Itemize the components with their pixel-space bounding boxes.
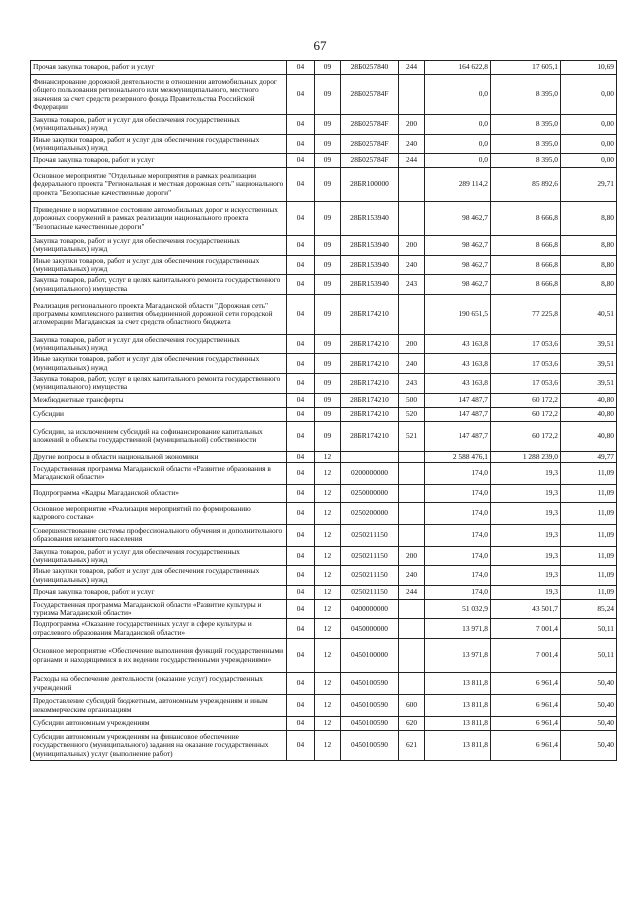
row-target-article-cell: 28БR174210 <box>341 407 399 421</box>
row-percent-cell: 29,71 <box>561 168 617 202</box>
row-expense-type-cell: 240 <box>399 566 425 586</box>
row-target-article-cell: 0450100590 <box>341 695 399 717</box>
row-subsection-cell: 09 <box>315 334 341 354</box>
row-section-cell: 04 <box>287 61 315 75</box>
table-row <box>31 168 617 202</box>
row-name-cell: Государственная программа Магаданской области «Развитие культуры и туризма Магаданской области» <box>31 599 287 619</box>
row-planned-cell: 174,0 <box>425 484 491 502</box>
row-percent-cell: 40,80 <box>561 407 617 421</box>
row-expense-type-cell <box>399 673 425 695</box>
row-executed-cell: 60 172,2 <box>491 421 561 451</box>
row-planned-cell: 190 651,5 <box>425 294 491 334</box>
row-executed-cell: 7 001,4 <box>491 619 561 639</box>
row-subsection-cell: 12 <box>315 484 341 502</box>
row-name-cell: Основное мероприятие "Отдельные мероприятия в рамках реализации федерального проекта "Региональная и местная дорожная сеть" национального проекта "Безопасные качественные дороги" <box>31 168 287 202</box>
row-target-article-cell: 0450100590 <box>341 731 399 761</box>
row-section-cell: 04 <box>287 421 315 451</box>
row-expense-type-cell <box>399 524 425 546</box>
row-name-cell: Расходы на обеспечение деятельности (оказание услуг) государственных учреждений <box>31 673 287 695</box>
row-name-cell: Субсидии <box>31 407 287 421</box>
row-executed-cell: 8 395,0 <box>491 134 561 154</box>
row-expense-type-cell: 500 <box>399 393 425 407</box>
row-name-cell: Предоставление субсидий бюджетным, автономным учреждениям и иным некоммерческим организациям <box>31 695 287 717</box>
row-section-cell: 04 <box>287 354 315 374</box>
row-percent-cell: 50,40 <box>561 673 617 695</box>
row-planned-cell: 147 487,7 <box>425 407 491 421</box>
table-row <box>31 566 617 586</box>
row-target-article-cell: 28Б0257840 <box>341 61 399 75</box>
row-target-article-cell: 0250211150 <box>341 566 399 586</box>
row-percent-cell: 40,80 <box>561 393 617 407</box>
row-expense-type-cell: 200 <box>399 115 425 135</box>
row-name-cell: Прочая закупка товаров, работ и услуг <box>31 61 287 75</box>
row-percent-cell: 11,09 <box>561 484 617 502</box>
row-percent-cell: 39,51 <box>561 373 617 393</box>
table-row <box>31 731 617 761</box>
row-executed-cell: 19,3 <box>491 484 561 502</box>
table-row <box>31 275 617 295</box>
row-executed-cell: 60 172,2 <box>491 393 561 407</box>
row-name-cell: Закупка товаров, работ, услуг в целях капитального ремонта государственного (муниципального) имущества <box>31 373 287 393</box>
row-executed-cell: 19,3 <box>491 546 561 566</box>
row-target-article-cell: 28БR153940 <box>341 255 399 275</box>
row-target-article-cell: 0250211150 <box>341 585 399 599</box>
row-expense-type-cell <box>399 502 425 524</box>
row-percent-cell: 50,11 <box>561 619 617 639</box>
row-expense-type-cell <box>399 484 425 502</box>
row-name-cell: Другие вопросы в области национальной экономики <box>31 451 287 462</box>
row-target-article-cell: 28БR174210 <box>341 354 399 374</box>
row-planned-cell: 98 462,7 <box>425 236 491 256</box>
table-row <box>31 354 617 374</box>
row-subsection-cell: 12 <box>315 717 341 731</box>
row-section-cell: 04 <box>287 502 315 524</box>
row-planned-cell: 289 114,2 <box>425 168 491 202</box>
row-target-article-cell: 28БR174210 <box>341 334 399 354</box>
row-expense-type-cell <box>399 168 425 202</box>
row-name-cell: Закупка товаров, работ, услуг в целях капитального ремонта государственного (муниципального) имущества <box>31 275 287 295</box>
row-name-cell: Совершенствование системы профессионального обучения и дополнительного образования незанятого населения <box>31 524 287 546</box>
row-planned-cell: 174,0 <box>425 462 491 484</box>
row-percent-cell: 8,80 <box>561 202 617 236</box>
row-planned-cell: 43 163,8 <box>425 373 491 393</box>
row-executed-cell: 6 961,4 <box>491 673 561 695</box>
row-target-article-cell: 0450000000 <box>341 619 399 639</box>
table-row <box>31 154 617 168</box>
row-expense-type-cell <box>399 75 425 115</box>
row-section-cell: 04 <box>287 393 315 407</box>
row-target-article-cell: 0450100590 <box>341 717 399 731</box>
row-subsection-cell: 12 <box>315 502 341 524</box>
row-name-cell: Подпрограмма «Кадры Магаданской области» <box>31 484 287 502</box>
row-percent-cell: 11,09 <box>561 502 617 524</box>
row-executed-cell: 17 053,6 <box>491 334 561 354</box>
row-subsection-cell: 09 <box>315 134 341 154</box>
table-row <box>31 717 617 731</box>
row-planned-cell: 43 163,8 <box>425 354 491 374</box>
row-section-cell: 04 <box>287 373 315 393</box>
row-section-cell: 04 <box>287 236 315 256</box>
row-percent-cell: 8,80 <box>561 255 617 275</box>
row-section-cell: 04 <box>287 619 315 639</box>
row-name-cell: Субсидии автономным учреждениям на финансовое обеспечение государственного (муниципального) задания на оказание государственных (муниципальных) услуг (выполнение работ) <box>31 731 287 761</box>
row-subsection-cell: 09 <box>315 294 341 334</box>
row-percent-cell: 0,00 <box>561 115 617 135</box>
row-name-cell: Субсидии автономным учреждениям <box>31 717 287 731</box>
row-executed-cell: 6 961,4 <box>491 695 561 717</box>
row-name-cell: Основное мероприятие «Обеспечение выполнения функций государственными органами и находящимися в их ведении государственными учреждениями» <box>31 639 287 673</box>
row-section-cell: 04 <box>287 639 315 673</box>
row-subsection-cell: 09 <box>315 407 341 421</box>
row-target-article-cell: 0450100590 <box>341 673 399 695</box>
row-planned-cell: 98 462,7 <box>425 275 491 295</box>
row-expense-type-cell: 240 <box>399 255 425 275</box>
row-percent-cell: 8,80 <box>561 236 617 256</box>
row-section-cell: 04 <box>287 585 315 599</box>
row-section-cell: 04 <box>287 168 315 202</box>
table-row <box>31 393 617 407</box>
row-percent-cell: 0,00 <box>561 154 617 168</box>
row-section-cell: 04 <box>287 695 315 717</box>
row-executed-cell: 19,3 <box>491 524 561 546</box>
row-expense-type-cell <box>399 202 425 236</box>
row-percent-cell: 39,51 <box>561 334 617 354</box>
row-expense-type-cell: 244 <box>399 154 425 168</box>
row-subsection-cell: 12 <box>315 695 341 717</box>
row-name-cell: Приведение в нормативное состояние автомобильных дорог и искусственных дорожных сооружений в рамках реализации национального проекта "Безопасные качественные дороги" <box>31 202 287 236</box>
row-name-cell: Подпрограмма «Оказание государственных услуг в сфере культуры и отраслевого образования Магаданской области» <box>31 619 287 639</box>
row-planned-cell: 98 462,7 <box>425 255 491 275</box>
row-executed-cell: 8 395,0 <box>491 75 561 115</box>
row-percent-cell: 50,40 <box>561 695 617 717</box>
row-subsection-cell: 09 <box>315 421 341 451</box>
row-planned-cell: 174,0 <box>425 585 491 599</box>
row-planned-cell: 174,0 <box>425 502 491 524</box>
row-target-article-cell: 28БR174210 <box>341 373 399 393</box>
row-planned-cell: 164 622,8 <box>425 61 491 75</box>
row-name-cell: Иные закупки товаров, работ и услуг для обеспечения государственных (муниципальных) нужд <box>31 354 287 374</box>
row-planned-cell: 0,0 <box>425 115 491 135</box>
row-executed-cell: 43 501,7 <box>491 599 561 619</box>
row-executed-cell: 6 961,4 <box>491 717 561 731</box>
row-section-cell: 04 <box>287 599 315 619</box>
table-row <box>31 236 617 256</box>
row-expense-type-cell: 240 <box>399 134 425 154</box>
row-target-article-cell: 28Б025784F <box>341 154 399 168</box>
row-expense-type-cell <box>399 294 425 334</box>
row-name-cell: Закупка товаров, работ и услуг для обеспечения государственных (муниципальных) нужд <box>31 546 287 566</box>
row-executed-cell: 6 961,4 <box>491 731 561 761</box>
table-row <box>31 134 617 154</box>
row-section-cell: 04 <box>287 255 315 275</box>
row-subsection-cell: 09 <box>315 75 341 115</box>
row-expense-type-cell: 200 <box>399 334 425 354</box>
row-expense-type-cell: 200 <box>399 236 425 256</box>
row-subsection-cell: 12 <box>315 524 341 546</box>
row-planned-cell: 2 588 476,1 <box>425 451 491 462</box>
table-row <box>31 585 617 599</box>
row-name-cell: Закупка товаров, работ и услуг для обеспечения государственных (муниципальных) нужд <box>31 236 287 256</box>
row-subsection-cell: 12 <box>315 566 341 586</box>
row-planned-cell: 13 971,8 <box>425 639 491 673</box>
row-subsection-cell: 09 <box>315 168 341 202</box>
row-subsection-cell: 09 <box>315 236 341 256</box>
row-percent-cell: 40,51 <box>561 294 617 334</box>
row-subsection-cell: 12 <box>315 546 341 566</box>
row-section-cell: 04 <box>287 546 315 566</box>
row-percent-cell: 11,09 <box>561 585 617 599</box>
row-planned-cell: 98 462,7 <box>425 202 491 236</box>
row-section-cell: 04 <box>287 407 315 421</box>
row-target-article-cell: 0250211150 <box>341 524 399 546</box>
row-executed-cell: 19,3 <box>491 566 561 586</box>
row-section-cell: 04 <box>287 275 315 295</box>
row-percent-cell: 50,40 <box>561 731 617 761</box>
table-row <box>31 695 617 717</box>
row-expense-type-cell: 240 <box>399 354 425 374</box>
row-subsection-cell: 12 <box>315 462 341 484</box>
row-planned-cell: 13 811,8 <box>425 717 491 731</box>
table-row <box>31 484 617 502</box>
table-body <box>31 61 617 761</box>
row-executed-cell: 7 001,4 <box>491 639 561 673</box>
row-expense-type-cell: 600 <box>399 695 425 717</box>
row-subsection-cell: 12 <box>315 731 341 761</box>
row-planned-cell: 174,0 <box>425 546 491 566</box>
row-expense-type-cell: 620 <box>399 717 425 731</box>
table-row <box>31 373 617 393</box>
row-target-article-cell: 0450100000 <box>341 639 399 673</box>
row-planned-cell: 147 487,7 <box>425 393 491 407</box>
row-expense-type-cell: 520 <box>399 407 425 421</box>
row-subsection-cell: 09 <box>315 393 341 407</box>
row-expense-type-cell: 200 <box>399 546 425 566</box>
row-planned-cell: 43 163,8 <box>425 334 491 354</box>
row-subsection-cell: 12 <box>315 619 341 639</box>
table-row <box>31 502 617 524</box>
row-target-article-cell: 0200000000 <box>341 462 399 484</box>
row-subsection-cell: 09 <box>315 61 341 75</box>
row-section-cell: 04 <box>287 154 315 168</box>
row-section-cell: 04 <box>287 294 315 334</box>
row-subsection-cell: 09 <box>315 154 341 168</box>
row-target-article-cell: 0250000000 <box>341 484 399 502</box>
row-executed-cell: 17 053,6 <box>491 354 561 374</box>
row-section-cell: 04 <box>287 524 315 546</box>
table-row <box>31 639 617 673</box>
row-subsection-cell: 12 <box>315 585 341 599</box>
table-row <box>31 61 617 75</box>
row-target-article-cell: 0400000000 <box>341 599 399 619</box>
row-percent-cell: 11,09 <box>561 462 617 484</box>
row-name-cell: Реализация регионального проекта Магаданской области "Дорожная сеть" программы комплексного развития объединенной дорожной сети городской агломерации Магаданская за счет средств областного бюджета <box>31 294 287 334</box>
row-name-cell: Финансирование дорожной деятельности в отношении автомобильных дорог общего пользования регионального или межмуниципального, местного значения за счет средств резервного фонда Правительства Российской Федерации <box>31 75 287 115</box>
table-row <box>31 619 617 639</box>
row-percent-cell: 0,00 <box>561 134 617 154</box>
row-planned-cell: 174,0 <box>425 566 491 586</box>
row-planned-cell: 0,0 <box>425 75 491 115</box>
table-row <box>31 75 617 115</box>
row-name-cell: Основное мероприятие «Реализация мероприятий по формированию кадрового состава» <box>31 502 287 524</box>
row-executed-cell: 8 666,8 <box>491 202 561 236</box>
table-row <box>31 673 617 695</box>
row-planned-cell: 13 811,8 <box>425 695 491 717</box>
row-name-cell: Прочая закупка товаров, работ и услуг <box>31 154 287 168</box>
row-percent-cell: 49,77 <box>561 451 617 462</box>
row-percent-cell: 50,40 <box>561 717 617 731</box>
row-section-cell: 04 <box>287 202 315 236</box>
row-executed-cell: 19,3 <box>491 585 561 599</box>
row-name-cell: Прочая закупка товаров, работ и услуг <box>31 585 287 599</box>
row-subsection-cell: 12 <box>315 639 341 673</box>
row-target-article-cell: 28БR153940 <box>341 202 399 236</box>
row-target-article-cell: 28БR174210 <box>341 393 399 407</box>
table-row <box>31 524 617 546</box>
row-subsection-cell: 12 <box>315 673 341 695</box>
row-subsection-cell: 09 <box>315 373 341 393</box>
row-percent-cell: 8,80 <box>561 275 617 295</box>
row-subsection-cell: 09 <box>315 202 341 236</box>
row-executed-cell: 60 172,2 <box>491 407 561 421</box>
row-expense-type-cell <box>399 639 425 673</box>
row-target-article-cell: 28Б025784F <box>341 115 399 135</box>
row-target-article-cell: 0250211150 <box>341 546 399 566</box>
row-section-cell: 04 <box>287 717 315 731</box>
row-planned-cell: 0,0 <box>425 134 491 154</box>
row-planned-cell: 0,0 <box>425 154 491 168</box>
row-subsection-cell: 12 <box>315 599 341 619</box>
row-target-article-cell: 28Б025784F <box>341 134 399 154</box>
row-section-cell: 04 <box>287 334 315 354</box>
row-expense-type-cell: 244 <box>399 585 425 599</box>
table-row <box>31 115 617 135</box>
row-name-cell: Закупка товаров, работ и услуг для обеспечения государственных (муниципальных) нужд <box>31 334 287 354</box>
row-executed-cell: 17 053,6 <box>491 373 561 393</box>
table-row <box>31 599 617 619</box>
row-planned-cell: 13 811,8 <box>425 673 491 695</box>
page-number: 67 <box>313 38 327 53</box>
row-expense-type-cell: 521 <box>399 421 425 451</box>
row-percent-cell: 11,09 <box>561 566 617 586</box>
table-row <box>31 255 617 275</box>
table-row <box>31 451 617 462</box>
row-name-cell: Иные закупки товаров, работ и услуг для обеспечения государственных (муниципальных) нужд <box>31 566 287 586</box>
row-executed-cell: 1 288 239,0 <box>491 451 561 462</box>
row-target-article-cell: 0250200000 <box>341 502 399 524</box>
table-row <box>31 334 617 354</box>
row-target-article-cell: 28Б025784F <box>341 75 399 115</box>
row-planned-cell: 51 032,9 <box>425 599 491 619</box>
row-expense-type-cell <box>399 619 425 639</box>
row-name-cell: Иные закупки товаров, работ и услуг для обеспечения государственных (муниципальных) нужд <box>31 134 287 154</box>
row-percent-cell: 11,09 <box>561 546 617 566</box>
row-executed-cell: 8 666,8 <box>491 275 561 295</box>
row-target-article-cell: 28БR153940 <box>341 236 399 256</box>
row-percent-cell: 11,09 <box>561 524 617 546</box>
row-section-cell: 04 <box>287 484 315 502</box>
row-target-article-cell <box>341 451 399 462</box>
row-executed-cell: 8 666,8 <box>491 236 561 256</box>
row-executed-cell: 19,3 <box>491 462 561 484</box>
row-percent-cell: 39,51 <box>561 354 617 374</box>
table-row <box>31 462 617 484</box>
row-subsection-cell: 09 <box>315 354 341 374</box>
row-executed-cell: 19,3 <box>491 502 561 524</box>
row-target-article-cell: 28БR100000 <box>341 168 399 202</box>
row-expense-type-cell: 243 <box>399 275 425 295</box>
row-section-cell: 04 <box>287 115 315 135</box>
row-expense-type-cell <box>399 599 425 619</box>
row-subsection-cell: 09 <box>315 275 341 295</box>
row-percent-cell: 50,11 <box>561 639 617 673</box>
table-row <box>31 546 617 566</box>
table-row <box>31 407 617 421</box>
row-subsection-cell: 09 <box>315 115 341 135</box>
row-section-cell: 04 <box>287 134 315 154</box>
row-section-cell: 04 <box>287 462 315 484</box>
row-name-cell: Закупка товаров, работ и услуг для обеспечения государственных (муниципальных) нужд <box>31 115 287 135</box>
row-section-cell: 04 <box>287 673 315 695</box>
row-section-cell: 04 <box>287 731 315 761</box>
row-planned-cell: 13 811,8 <box>425 731 491 761</box>
row-planned-cell: 147 487,7 <box>425 421 491 451</box>
table-row <box>31 421 617 451</box>
budget-table <box>30 60 617 761</box>
row-planned-cell: 174,0 <box>425 524 491 546</box>
row-section-cell: 04 <box>287 75 315 115</box>
row-expense-type-cell <box>399 462 425 484</box>
row-executed-cell: 85 892,6 <box>491 168 561 202</box>
row-subsection-cell: 12 <box>315 451 341 462</box>
row-planned-cell: 13 971,8 <box>425 619 491 639</box>
row-section-cell: 04 <box>287 451 315 462</box>
row-subsection-cell: 09 <box>315 255 341 275</box>
row-name-cell: Иные закупки товаров, работ и услуг для обеспечения государственных (муниципальных) нужд <box>31 255 287 275</box>
row-name-cell: Межбюджетные трансферты <box>31 393 287 407</box>
row-percent-cell: 0,00 <box>561 75 617 115</box>
row-executed-cell: 8 395,0 <box>491 115 561 135</box>
row-executed-cell: 8 666,8 <box>491 255 561 275</box>
row-name-cell: Государственная программа Магаданской области «Развитие образования в Магаданской области» <box>31 462 287 484</box>
row-expense-type-cell: 244 <box>399 61 425 75</box>
row-expense-type-cell: 621 <box>399 731 425 761</box>
row-executed-cell: 17 605,1 <box>491 61 561 75</box>
row-percent-cell: 40,80 <box>561 421 617 451</box>
row-target-article-cell: 28БR174210 <box>341 294 399 334</box>
row-section-cell: 04 <box>287 566 315 586</box>
row-executed-cell: 77 225,8 <box>491 294 561 334</box>
table-row <box>31 294 617 334</box>
row-target-article-cell: 28БR153940 <box>341 275 399 295</box>
row-percent-cell: 10,69 <box>561 61 617 75</box>
table-row <box>31 202 617 236</box>
row-percent-cell: 85,24 <box>561 599 617 619</box>
row-expense-type-cell <box>399 451 425 462</box>
row-name-cell: Субсидии, за исключением субсидий на софинансирование капитальных вложений в объекты государственной (муниципальной) собственности <box>31 421 287 451</box>
row-target-article-cell: 28БR174210 <box>341 421 399 451</box>
row-expense-type-cell: 243 <box>399 373 425 393</box>
row-executed-cell: 8 395,0 <box>491 154 561 168</box>
